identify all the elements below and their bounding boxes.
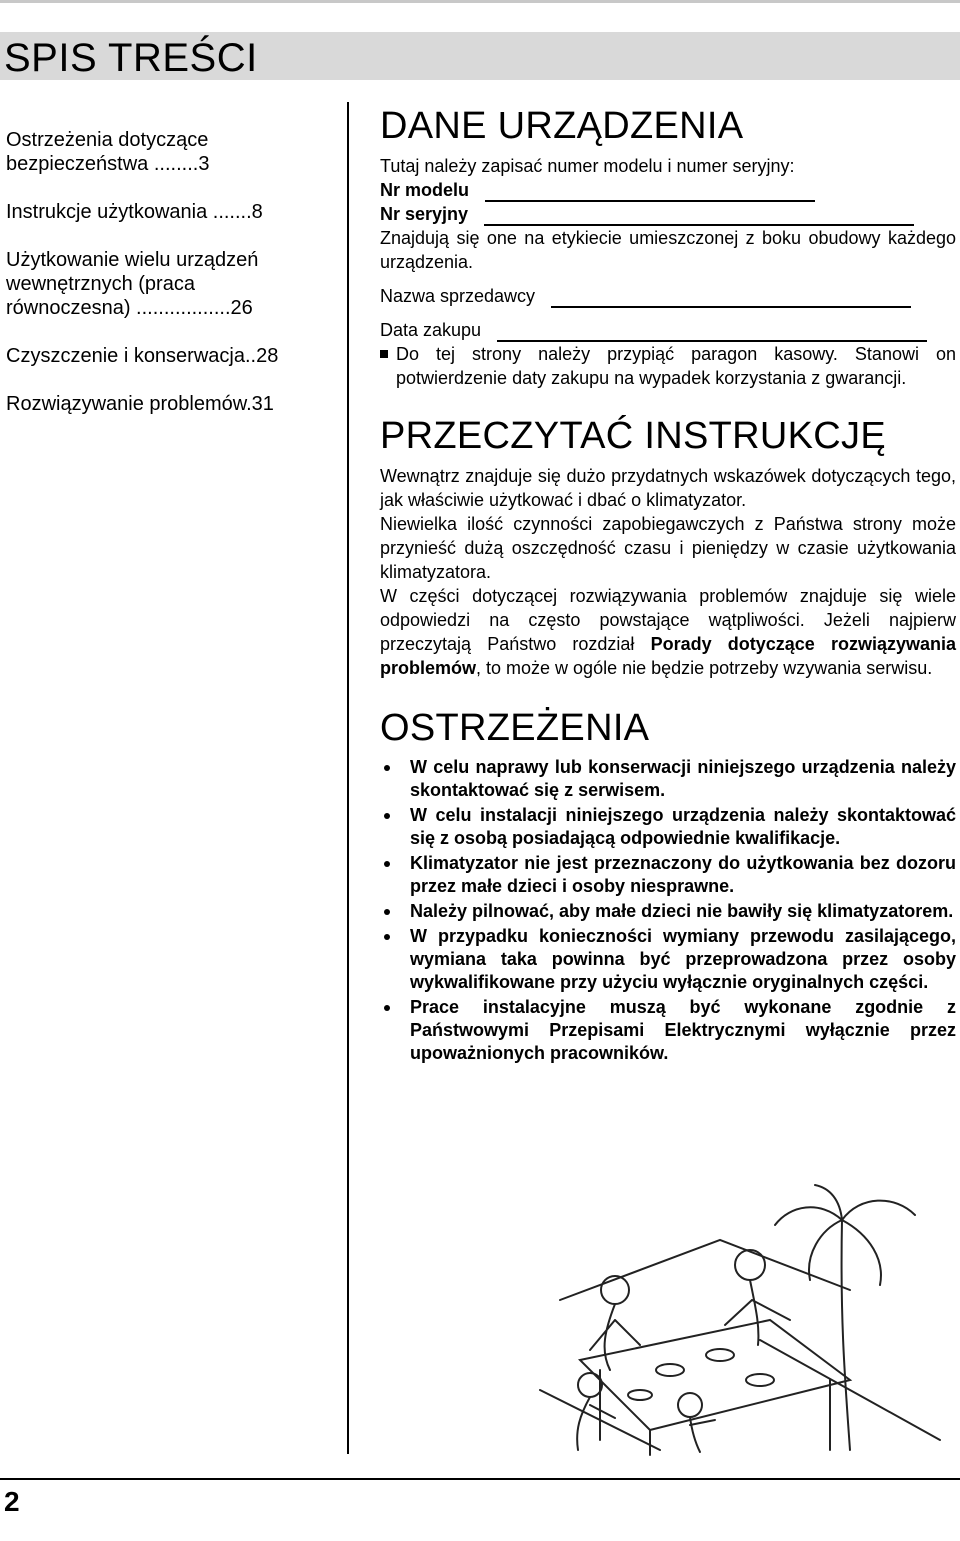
top-rule — [0, 0, 960, 3]
toc-entry[interactable]: Użytkowanie wielu urządzeń wewnętrznych (praca równoczesna) .................26 — [6, 249, 259, 319]
serial-label: Nr seryjny — [380, 204, 469, 224]
toc-entry[interactable]: Instrukcje użytkowania .......8 — [6, 201, 263, 223]
person-body — [590, 1304, 640, 1370]
model-field — [380, 178, 956, 202]
warnings-section — [380, 706, 956, 1065]
toc-entry[interactable]: Rozwiązywanie problemów.31 — [6, 393, 274, 415]
palm-trunk — [842, 1220, 850, 1450]
warning-item: Klimatyzator nie jest przeznaczony do użytkowania bez dozoru przez małe dzieci i osoby niesprawne. — [380, 852, 956, 898]
page-title: SPIS TREŚCI — [4, 36, 258, 80]
read-paragraph-2: Niewielka ilość czynności zapobiegawczych z Państwa strony może przynieść dużą oszczędność czasu i pieniędzy w czasie użytkowania klimatyzatora. — [380, 514, 956, 582]
read-heading: PRZECZYTAĆ INSTRUKCJĘ — [380, 415, 886, 457]
troubleshooting-reference: Porady dotyczące rozwiązywania problemów — [380, 634, 956, 678]
page-number: 2 — [4, 1486, 20, 1517]
receipt-note: Do tej strony należy przypiąć paragon kasowy. Stanowi on potwierdzenie daty zakupu na wypadek korzystania z gwarancji. — [396, 344, 956, 388]
footer-rule — [0, 1478, 960, 1480]
date-label: Data zakupu — [380, 320, 482, 340]
read-manual-section — [380, 414, 956, 680]
serial-field — [380, 202, 956, 226]
warning-item: W celu naprawy lub konserwacji niniejszego urządzenia należy skontaktować się z serwisem. — [380, 756, 956, 802]
receipt-note-item — [380, 342, 956, 390]
read-paragraph-3-end: , to może w ogóle nie będzie potrzeby wzywania serwisu. — [476, 658, 933, 678]
device-intro: Tutaj należy zapisać numer modelu i numer seryjny: — [380, 156, 795, 176]
device-heading: DANE URZĄDZENIA — [380, 105, 744, 147]
serial-input-line[interactable] — [484, 206, 914, 226]
seller-label: Nazwa sprzedawcy — [380, 286, 536, 306]
warning-item: W celu instalacji niniejszego urządzenia należy skontaktować się z osobą posiadającą odpowiednie kwalifikacje. — [380, 804, 956, 850]
awning — [560, 1240, 850, 1300]
main-column — [380, 104, 956, 1067]
model-input-line[interactable] — [485, 182, 815, 202]
read-paragraph-1: Wewnątrz znajduje się dużo przydatnych wskazówek dotyczących tego, jak właściwie użytkować i dbać o klimatyzator. — [380, 466, 956, 510]
toc-entry[interactable]: Ostrzeżenia dotyczące bezpieczeństwa ........3 — [6, 129, 210, 175]
location-note: Znajdują się one na etykiecie umieszczonej z boku obudowy każdego urządzenia. — [380, 228, 956, 272]
seller-input-line[interactable] — [551, 288, 911, 308]
picnic-illustration — [520, 1180, 960, 1460]
device-data-section — [380, 104, 956, 390]
toc-entry[interactable]: Czyszczenie i konserwacja..28 — [6, 345, 279, 367]
warning-item: Prace instalacyjne muszą być wykonane zgodnie z Państwowymi Przepisami Elektrycznymi wyłącznie przez upoważnionych pracowników. — [380, 996, 956, 1065]
model-label: Nr modelu — [380, 180, 470, 200]
table — [580, 1320, 850, 1430]
date-field — [380, 318, 956, 342]
warnings-heading: OSTRZEŻENIA — [380, 707, 650, 749]
title-bar — [0, 32, 960, 80]
warnings-list — [380, 756, 956, 1065]
warning-item: Należy pilnować, aby małe dzieci nie bawiły się klimatyzatorem. — [380, 900, 956, 923]
column-divider — [347, 102, 349, 1454]
table-of-contents — [6, 128, 306, 440]
read-paragraph-3 — [380, 584, 956, 680]
seller-field — [380, 284, 956, 308]
date-input-line[interactable] — [497, 322, 927, 342]
read-paragraph-3-start: W części dotyczącej rozwiązywania problemów znajduje się wiele odpowiedzi na często powstające wątpliwości. Jeżeli najpierw przeczytają Państwo rozdział — [380, 586, 956, 654]
warning-item: W przypadku konieczności wymiany przewodu zasilającego, wymiana taka powinna być przeprowadzona przez osoby wykwalifikowane przy użyciu wyłącznie oryginalnych części. — [380, 925, 956, 994]
square-bullet-icon — [380, 350, 388, 358]
